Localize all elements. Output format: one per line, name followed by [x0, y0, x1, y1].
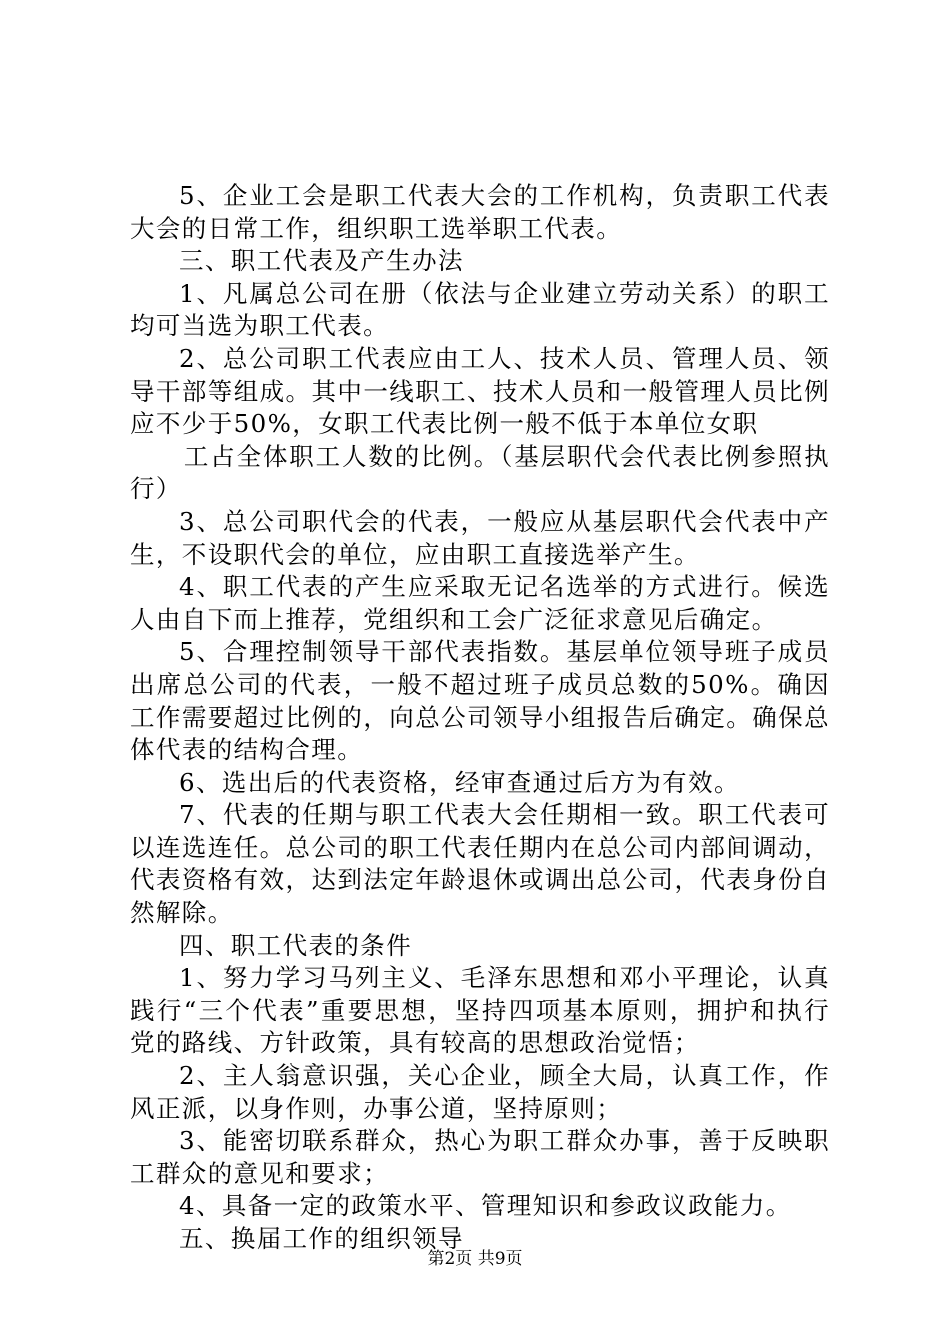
paragraph-condition-3: 3、能密切联系群众，热心为职工群众办事，善于反映职工群众的意见和要求；: [130, 1126, 830, 1188]
section-heading-3: 三、职工代表及产生办法: [179, 246, 464, 276]
paragraph-item-6: 6、选出后的代表资格，经审查通过后方为有效。: [179, 767, 740, 797]
paragraph-item-2: 2、总公司职工代表应由工人、技术人员、管理人员、领导干部等组成。其中一线职工、技术人员和一般管理人员比例应不少于50%，女职工代表比例一般不低于本单位女职: [130, 343, 830, 439]
paragraph-item-7: 7、代表的任期与职工代表大会任期相一致。职工代表可以连选连任。总公司的职工代表任期内在总公司内部间调动，代表资格有效，达到法定年龄退休或调出总公司，代表身份自然解除。: [130, 800, 830, 928]
paragraph-condition-2: 2、主人翁意识强，关心企业，顾全大局，认真工作，作风正派，以身作则，办事公道，坚持原则；: [130, 1061, 830, 1123]
paragraph-item-2-continued: 工占全体职工人数的比例。（基层职代会代表比例参照执行）: [130, 441, 830, 504]
paragraph-condition-4: 4、具备一定的政策水平、管理知识和参政议政能力。: [179, 1191, 792, 1221]
section-heading-4: 四、职工代表的条件: [179, 930, 413, 960]
paragraph-item-4: 4、职工代表的产生应采取无记名选举的方式进行。候选人由自下而上推荐，党组织和工会广泛征求意见后确定。: [130, 572, 830, 634]
paragraph-item-1: 1、凡属总公司在册（依法与企业建立劳动关系）的职工均可当选为职工代表。: [130, 278, 830, 341]
section-heading-5: 五、换届工作的组织领导: [179, 1224, 464, 1253]
paragraph-item-5: 5、合理控制领导干部代表指数。基层单位领导班子成员出席总公司的代表，一般不超过班子成员总数的50%。确因工作需要超过比例的，向总公司领导小组报告后确定。确保总体代表的结构合理。: [130, 637, 830, 765]
paragraph-item-3: 3、总公司职代会的代表，一般应从基层职代会代表中产生，不设职代会的单位，应由职工直接选举产生。: [130, 506, 830, 569]
paragraph-item-5-union: 5、企业工会是职工代表大会的工作机构，负责职工代表大会的日常工作，组织职工选举职工代表。: [130, 181, 830, 243]
paragraph-condition-1: 1、努力学习马列主义、毛泽东思想和邓小平理论，认真践行“三个代表”重要思想，坚持四项基本原则，拥护和执行党的路线、方针政策，具有较高的思想政治觉悟；: [130, 963, 830, 1058]
page-footer: 第2页 共9页: [427, 1249, 523, 1269]
document-body: [130, 180, 830, 1256]
